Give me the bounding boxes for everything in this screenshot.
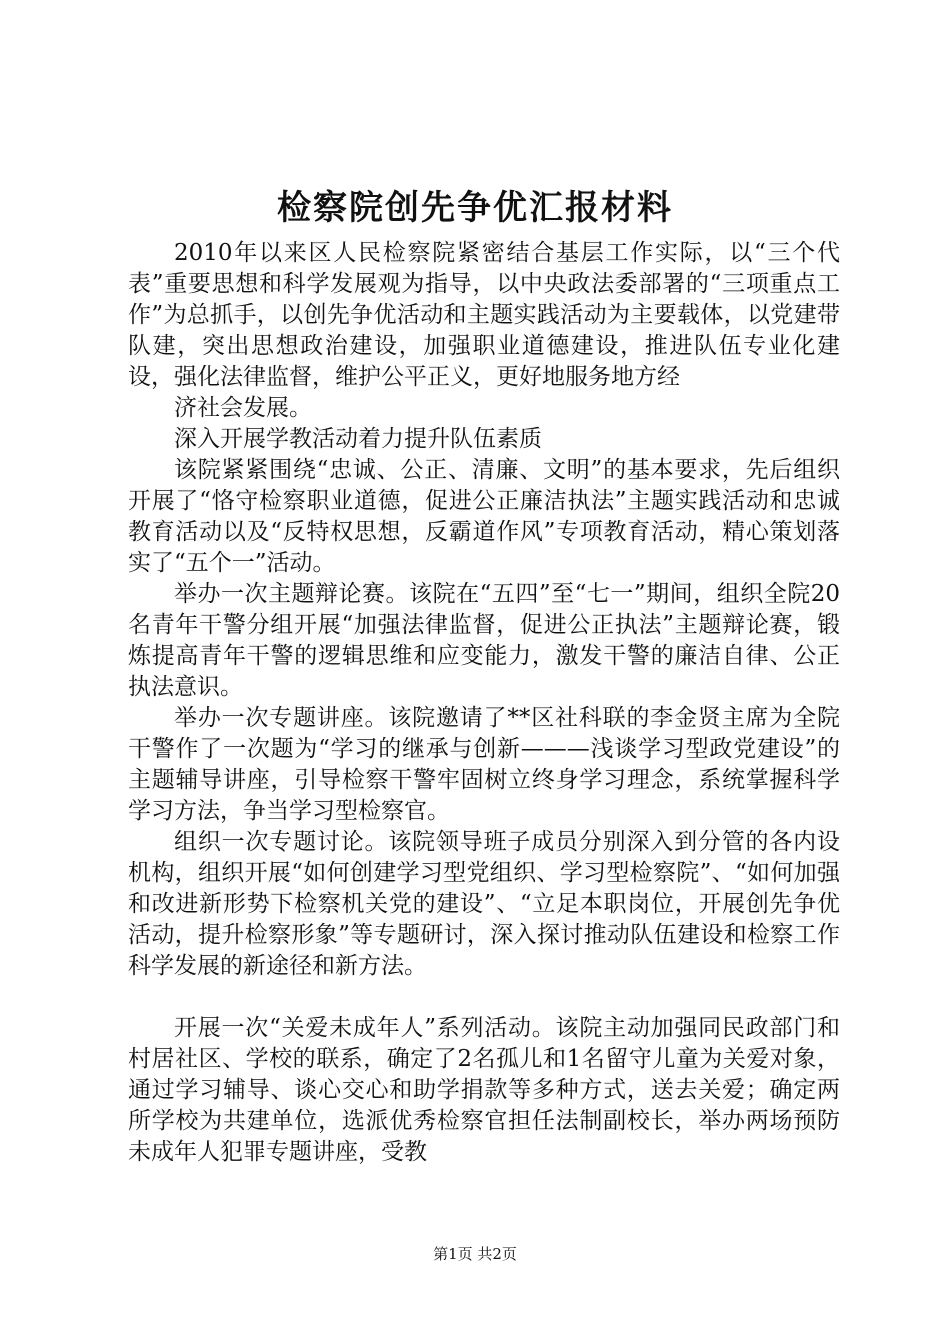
paragraph-care-minors: 开展一次“关爱未成年人”系列活动。该院主动加强同民政部门和村居社区、学校的联系，确定了2名孤儿和1名留守儿童为关爱对象，通过学习辅导、谈心交心和助学捐款等多种方式，送去关爱；确定两所学校为共建单位，选派优秀检察官担任法制副校长，举办两场预防未成年人犯罪专题讲座，受教	[128, 1015, 840, 1165]
paragraph-intro: 2010年以来区人民检察院紧密结合基层工作实际，以“三个代表”重要思想和科学发展观为指导，以中央政法委部署的“三项重点工作”为总抓手，以创先争优活动和主题实践活动为主要载体，以党建带队建，突出思想政治建设，加强职业道德建设，推进队伍专业化建设，强化法律监督，维护公平正义，更好地服务地方经	[128, 240, 840, 390]
section-heading: 深入开展学教活动着力提升队伍素质	[174, 426, 542, 452]
paragraph-discussion: 组织一次专题讨论。该院领导班子成员分别深入到分管的各内设机构，组织开展“如何创建学习型党组织、学习型检察院”、“如何加强和改进新形势下检察机关党的建设”、“立足本职岗位，开展创先争优活动，提升检察形象”等专题研讨，深入探讨推动队伍建设和检察工作科学发展的新途径和新方法。	[128, 829, 840, 979]
document-title: 检察院创先争优汇报材料	[277, 188, 673, 228]
paragraph-debate: 举办一次主题辩论赛。该院在“五四”至“七一”期间，组织全院20名青年干警分组开展“加强法律监督，促进公正执法”主题辩论赛，锻炼提高青年干警的逻辑思维和应变能力，激发干警的廉洁自律、公正执法意识。	[128, 581, 840, 700]
document-body	[128, 238, 840, 1168]
paragraph-intro-continued: 济社会发展。	[174, 395, 312, 421]
paragraph-requirements: 该院紧紧围绕“忠诚、公正、清廉、文明”的基本要求，先后组织开展了“恪守检察职业道德，促进公正廉洁执法”主题实践活动和忠诚教育活动以及“反特权思想，反霸道作风”专项教育活动，精心策划落实了“五个一”活动。	[128, 457, 840, 576]
page-number: 第1页 共2页	[433, 1245, 517, 1263]
paragraph-lecture: 举办一次专题讲座。该院邀请了**区社科联的李金贤主席为全院干警作了一次题为“学习的继承与创新———浅谈学习型政党建设”的主题辅导讲座，引导检察干警牢固树立终身学习理念，系统掌握科学学习方法，争当学习型检察官。	[128, 705, 840, 824]
